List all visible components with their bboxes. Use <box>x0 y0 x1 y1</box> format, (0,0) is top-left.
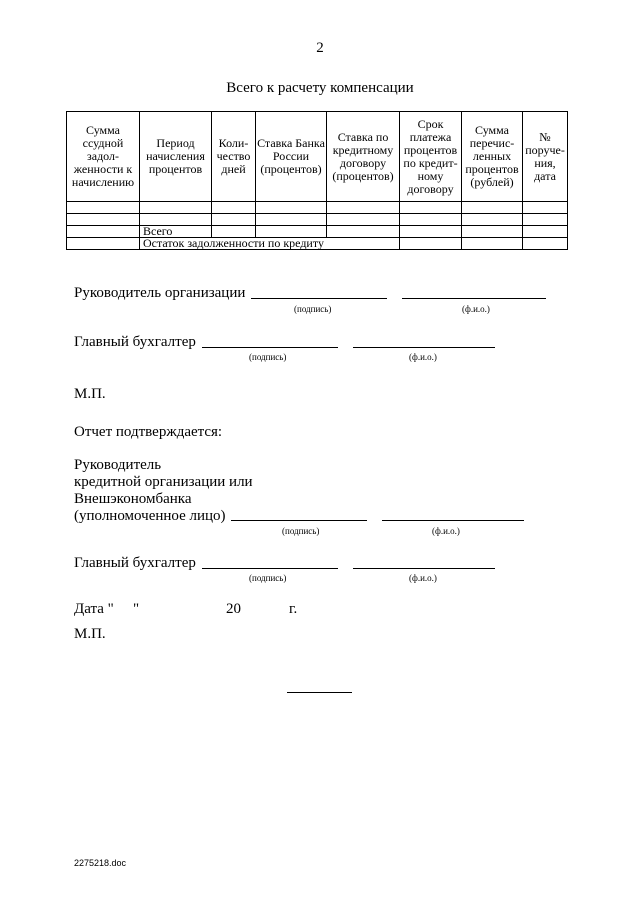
document-title: Всего к расчету компенсации <box>226 80 414 96</box>
head-bank-signature-line[interactable] <box>231 520 367 521</box>
head-org-label: Руководитель организации <box>74 285 246 301</box>
signature-caption: (подпись) <box>249 352 287 362</box>
stamp-label: М.П. <box>74 386 106 402</box>
head-bank-line: кредитной организации или <box>74 474 253 490</box>
head-bank-line: Руководитель <box>74 457 162 473</box>
fio-caption: (ф.и.о.) <box>462 304 490 314</box>
table-remaining-row <box>67 238 568 250</box>
head-org-fio-line[interactable] <box>402 298 546 299</box>
page-number: 2 <box>316 40 324 56</box>
header-loan-amount: Сумма ссудной задол-женности к начислению <box>67 112 140 202</box>
table-row <box>67 214 568 226</box>
fio-caption: (ф.и.о.) <box>409 352 437 362</box>
fio-caption: (ф.и.о.) <box>432 526 460 536</box>
head-bank-fio-line[interactable] <box>382 520 524 521</box>
fio-caption: (ф.и.о.) <box>409 573 437 583</box>
head-org-signature-line[interactable] <box>251 298 387 299</box>
header-days-count: Коли-чество дней <box>212 112 256 202</box>
signature-caption: (подпись) <box>294 304 332 314</box>
signature-caption: (подпись) <box>282 526 320 536</box>
date-quote: " <box>133 601 140 617</box>
chief-accountant-signature-line[interactable] <box>202 347 338 348</box>
remaining-debt-label: Остаток задолженности по кредиту <box>140 238 400 250</box>
header-interest-period: Период начисления процентов <box>140 112 212 202</box>
header-order-number-date: № поруче-ния, дата <box>523 112 568 202</box>
chief-accountant-label: Главный бухгалтер <box>74 334 196 350</box>
total-label: Всего <box>140 226 212 238</box>
chief-accountant-fio-line[interactable] <box>353 347 495 348</box>
header-contract-rate: Ставка по кредитному договору (процентов) <box>327 112 400 202</box>
head-bank-line: (уполномоченное лицо) <box>74 508 226 524</box>
date-suffix: г. <box>289 601 298 617</box>
date-year: 20 <box>226 601 241 617</box>
end-separator <box>287 692 352 693</box>
signature-caption: (подпись) <box>249 573 287 583</box>
chief-accountant-label: Главный бухгалтер <box>74 555 196 571</box>
doc-id: 2275218.doc <box>74 858 127 868</box>
compensation-table <box>66 111 568 250</box>
confirmed-label: Отчет подтверждается: <box>74 424 223 440</box>
chief-accountant-fio-line[interactable] <box>353 568 495 569</box>
chief-accountant-signature-line[interactable] <box>202 568 338 569</box>
header-payment-term: Срок платежа процентов по кредит-ному договору <box>400 112 462 202</box>
head-bank-line: Внешэкономбанка <box>74 491 192 507</box>
header-central-bank-rate: Ставка Банка России (процентов) <box>256 112 327 202</box>
table-header-row <box>67 112 568 202</box>
table-row <box>67 202 568 214</box>
stamp-label: М.П. <box>74 626 106 642</box>
date-label: Дата " <box>74 601 114 617</box>
header-transferred-interest: Сумма перечис-ленных процентов (рублей) <box>462 112 523 202</box>
